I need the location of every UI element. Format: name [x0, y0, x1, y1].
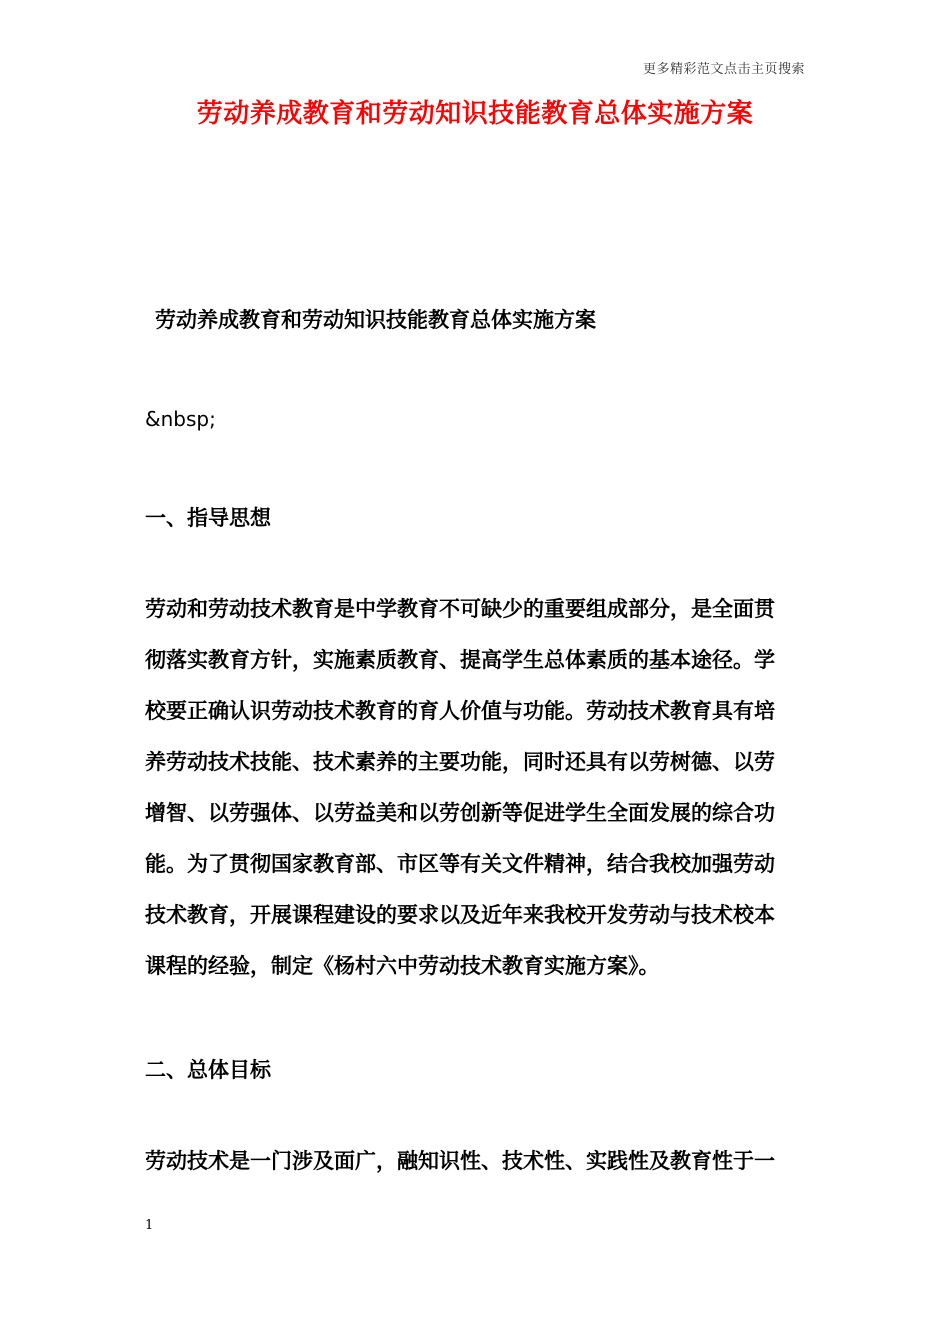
document-title: 劳动养成教育和劳动知识技能教育总体实施方案	[196, 99, 754, 129]
section-paragraph-overall-goal	[145, 1135, 815, 1186]
paragraph-line: 彻落实教育方针，实施素质教育、提高学生总体素质的基本途径。学	[145, 647, 775, 672]
paragraph-line: 劳动技术是一门涉及面广，融知识性、技术性、实践性及教育性于一	[145, 1148, 775, 1173]
section-heading-guiding-thought: 一、指导思想	[145, 505, 271, 530]
paragraph-line: 劳动和劳动技术教育是中学教育不可缺少的重要组成部分，是全面贯	[145, 596, 775, 621]
paragraph-line: 校要正确认识劳动技术教育的育人价值与功能。劳动技术教育具有培	[145, 698, 775, 723]
nbsp-text: &nbsp;	[145, 407, 216, 431]
document-body	[145, 300, 815, 1186]
header-note[interactable]: 更多精彩范文点击主页搜索	[642, 62, 805, 77]
paragraph-line: 技术教育，开展课程建设的要求以及近年来我校开发劳动与技术校本	[145, 902, 775, 927]
paragraph-line: 课程的经验，制定《杨村六中劳动技术教育实施方案》。	[145, 953, 660, 978]
section-paragraph-guiding-thought	[145, 583, 815, 991]
paragraph-line: 增智、以劳强体、以劳益美和以劳创新等促进学生全面发展的综合功	[145, 800, 775, 825]
paragraph-line: 能。为了贯彻国家教育部、市区等有关文件精神，结合我校加强劳动	[145, 851, 775, 876]
document-subtitle: 劳动养成教育和劳动知识技能教育总体实施方案	[155, 307, 596, 332]
page-number: 1	[145, 1218, 154, 1233]
section-heading-overall-goal: 二、总体目标	[145, 1057, 271, 1082]
paragraph-line: 养劳动技术技能、技术素养的主要功能，同时还具有以劳树德、以劳	[145, 749, 775, 774]
